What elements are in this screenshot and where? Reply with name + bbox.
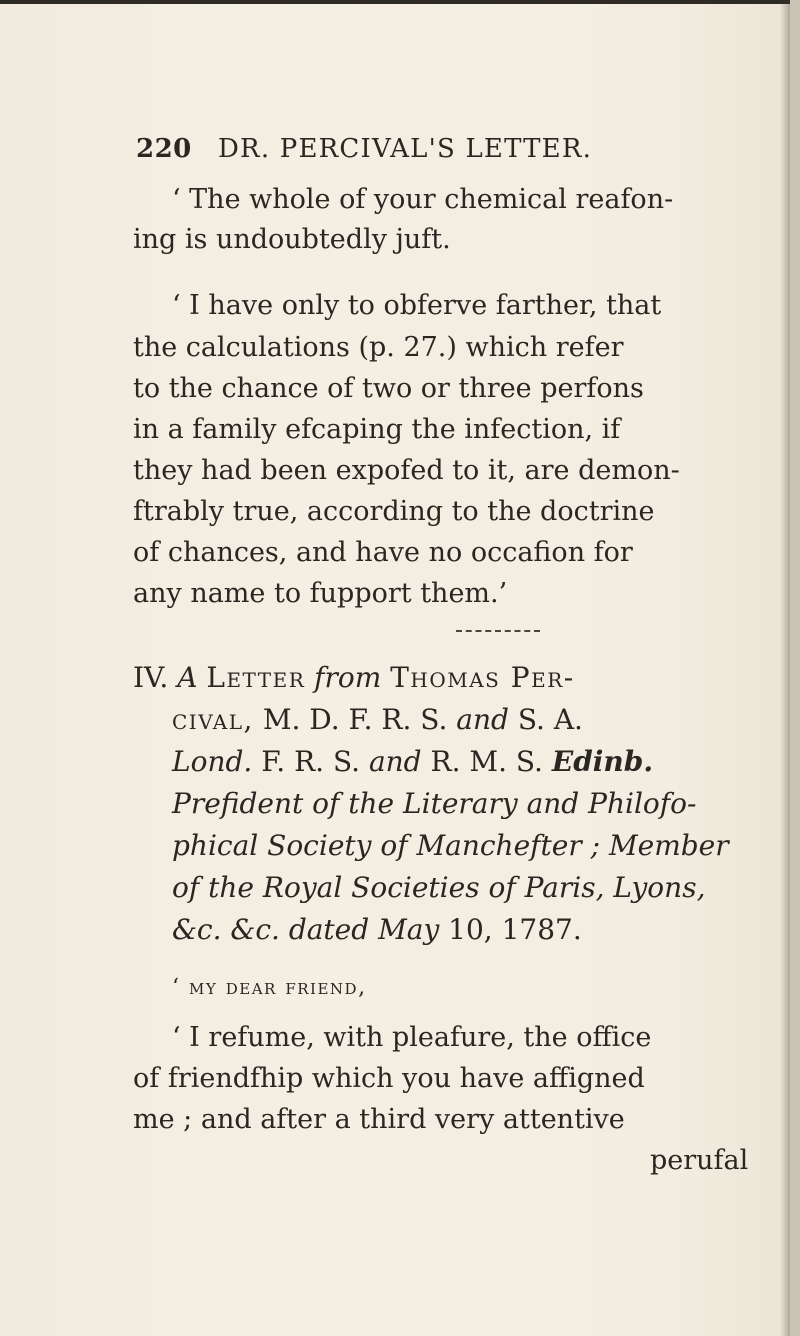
section-heading-line-2	[172, 702, 583, 738]
quote-line-5: to the chance of two or three perfons	[133, 373, 644, 404]
section-article: A	[177, 661, 198, 694]
lond-word: Lond.	[172, 745, 253, 778]
section-heading-line-6: of the Royal Societies of Paris, Lyons,	[172, 871, 706, 904]
author-society-1: S. A.	[508, 703, 583, 736]
section-heading-line-4: Prefident of the Literary and Philofo-	[172, 787, 697, 820]
quote-line-9: of chances, and have no occafion for	[133, 537, 633, 568]
section-from-word: from	[314, 661, 382, 694]
date-prefix: &c. &c. dated May	[172, 913, 449, 946]
letter-line-3: me ; and after a third very attentive	[133, 1104, 625, 1135]
letter-line-1: ‘ I refume, with pleafure, the office	[172, 1022, 652, 1053]
quote-line-10: any name to fupport them.’	[133, 578, 508, 609]
author-society-2: F. R. S.	[252, 745, 369, 778]
section-heading-line-1	[133, 660, 575, 696]
page-number: 220	[136, 134, 192, 164]
date-value: 10, 1787.	[448, 913, 582, 946]
section-numeral: IV.	[133, 661, 169, 694]
section-divider	[456, 630, 540, 632]
letter-salutation: ‘ my dear friend,	[172, 975, 367, 1000]
author-name-part-1: Thomas Per-	[390, 661, 575, 694]
catchword: perufal	[650, 1145, 749, 1176]
quote-line-4: the calculations (p. 27.) which refer	[133, 332, 624, 363]
quote-line-6: in a family efcaping the infection, if	[133, 414, 621, 445]
and-word-2: and	[368, 745, 422, 778]
author-name-part-2: cival,	[172, 703, 254, 736]
quote-line-2: ing is undoubtedly juft.	[133, 224, 451, 255]
author-society-3: R. M. S.	[421, 745, 552, 778]
page-gutter-shadow	[780, 0, 790, 1336]
and-word-1: and	[456, 703, 509, 736]
quote-line-8: ftrably true, according to the doctrine	[133, 496, 655, 527]
quote-line-7: they had been expofed to it, are demon-	[133, 455, 680, 486]
author-degrees: M. D. F. R. S.	[253, 703, 457, 736]
page-top-edge	[0, 0, 790, 4]
edinb-word: Edinb.	[551, 745, 654, 778]
section-heading-line-7	[172, 912, 582, 948]
quote-line-1: ‘ The whole of your chemical reafon-	[172, 184, 674, 215]
section-heading-line-3	[172, 744, 653, 780]
section-heading-line-5: phical Society of Manchefter ; Member	[172, 829, 729, 862]
letter-line-2: of friendfhip which you have affigned	[133, 1063, 645, 1094]
running-head: DR. PERCIVAL'S LETTER.	[218, 134, 593, 164]
section-letter-word: Letter	[206, 661, 306, 694]
quote-line-3: ‘ I have only to obferve farther, that	[172, 290, 662, 321]
